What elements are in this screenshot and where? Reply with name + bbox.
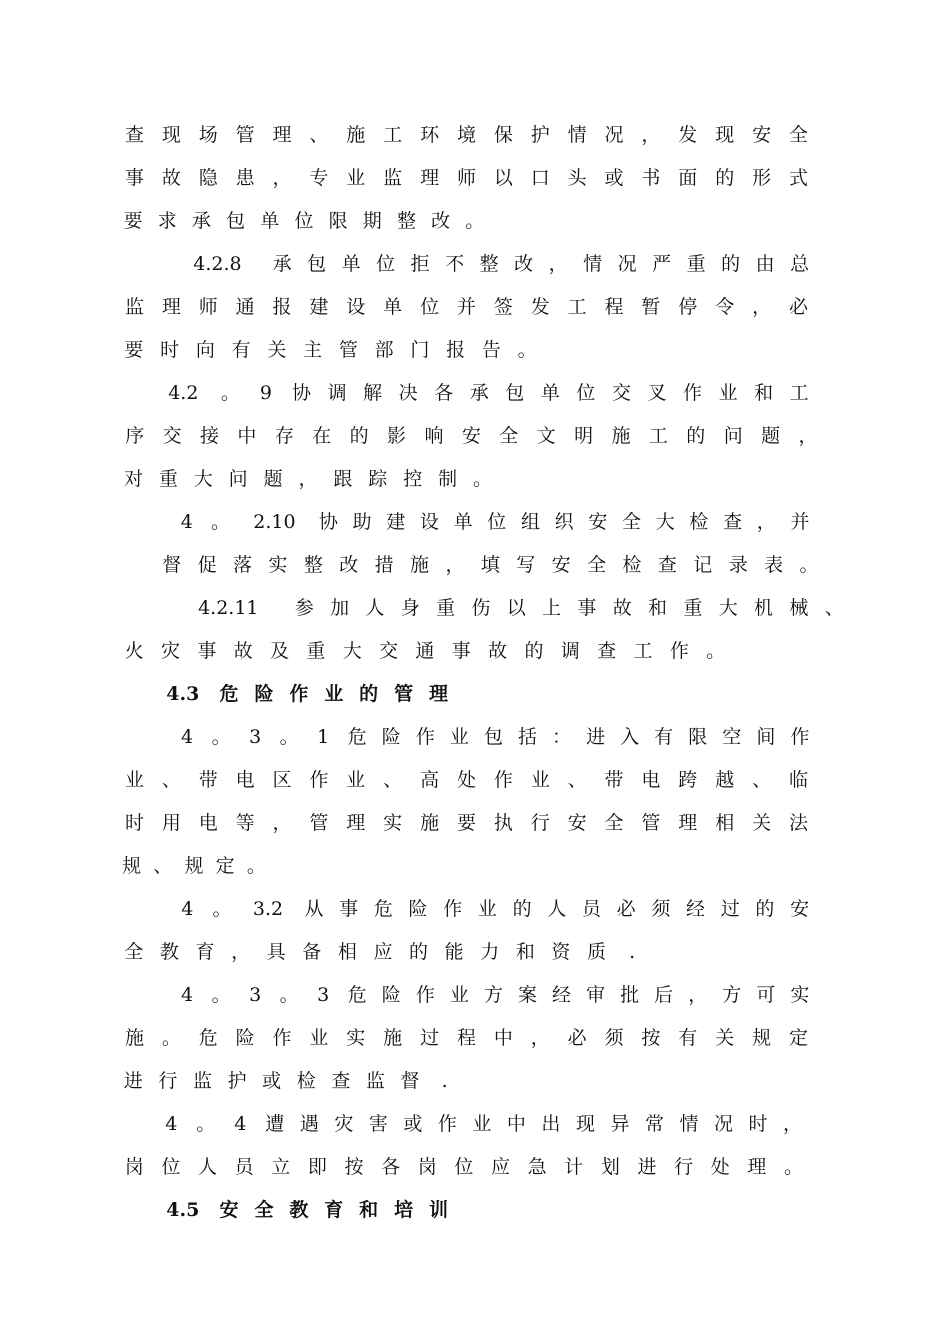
text-line: 4 。 3.2 从 事 危 险 作 业 的 人 员 必 须 经 过 的 安: [181, 898, 810, 920]
text-line: 火 灾 事 故 及 重 大 交 通 事 故 的 调 查 工 作 。: [124, 640, 726, 662]
text-line: 4.2 。 9 协 调 解 决 各 承 包 单 位 交 叉 作 业 和 工: [168, 382, 809, 404]
text-line: 要 求 承 包 单 位 限 期 整 改 。: [123, 210, 485, 232]
text-line: 监 理 师 通 报 建 设 单 位 并 签 发 工 程 暂 停 令 ， 必: [124, 296, 808, 318]
text-line: 业 、 带 电 区 作 业 、 高 处 作 业 、 带 电 跨 越 、 临: [124, 769, 808, 791]
text-line: 规 、 规 定 。: [122, 855, 266, 877]
text-line: 施 。 危 险 作 业 实 施 过 程 中 ， 必 须 按 有 关 规 定: [124, 1027, 808, 1049]
text-line: 进 行 监 护 或 检 查 监 督 .: [123, 1070, 448, 1092]
text-line: 事 故 隐 患 ， 专 业 监 理 师 以 口 头 或 书 面 的 形 式: [124, 167, 808, 189]
text-line: 4 。 3 。 3 危 险 作 业 方 案 经 审 批 后 ， 方 可 实: [180, 984, 810, 1006]
section-heading: 4.5 安 全 教 育 和 培 训: [166, 1199, 448, 1221]
text-line: 全 教 育 ， 具 备 相 应 的 能 力 和 资 质 .: [124, 941, 636, 963]
text-line: 时 用 电 等 ， 管 理 实 施 要 执 行 安 全 管 理 相 关 法: [124, 812, 808, 834]
text-line: 4 。 4 遭 遇 灾 害 或 作 业 中 出 现 异 常 情 况 时 ，: [165, 1113, 803, 1135]
text-line: 岗 位 人 员 立 即 按 各 岗 位 应 急 计 划 进 行 处 理 。: [124, 1156, 804, 1178]
section-heading: 4.3 危 险 作 业 的 管 理: [166, 683, 448, 705]
text-line: 查 现 场 管 理 、 施 工 环 境 保 护 情 况 ， 发 现 安 全: [124, 124, 808, 146]
text-line: 4.2.11 参 加 人 身 重 伤 以 上 事 故 和 重 大 机 械 、: [198, 597, 844, 619]
text-line: 4 。 2.10 协 助 建 设 单 位 组 织 安 全 大 检 查 ， 并: [180, 511, 810, 533]
text-line: 督 促 落 实 整 改 措 施 ， 填 写 安 全 检 查 记 录 表 。: [162, 554, 819, 576]
text-line: 对 重 大 问 题 ， 跟 踪 控 制 。: [123, 468, 493, 490]
text-line: 4 。 3 。 1 危 险 作 业 包 括 ： 进 入 有 限 空 间 作: [180, 726, 810, 748]
text-line: 4.2.8 承 包 单 位 拒 不 整 改 ， 情 况 严 重 的 由 总: [193, 253, 810, 275]
text-line: 序 交 接 中 存 在 的 影 响 安 全 文 明 施 工 的 问 题 ，: [125, 425, 818, 447]
text-line: 要 时 向 有 关 主 管 部 门 报 告 。: [124, 339, 537, 361]
